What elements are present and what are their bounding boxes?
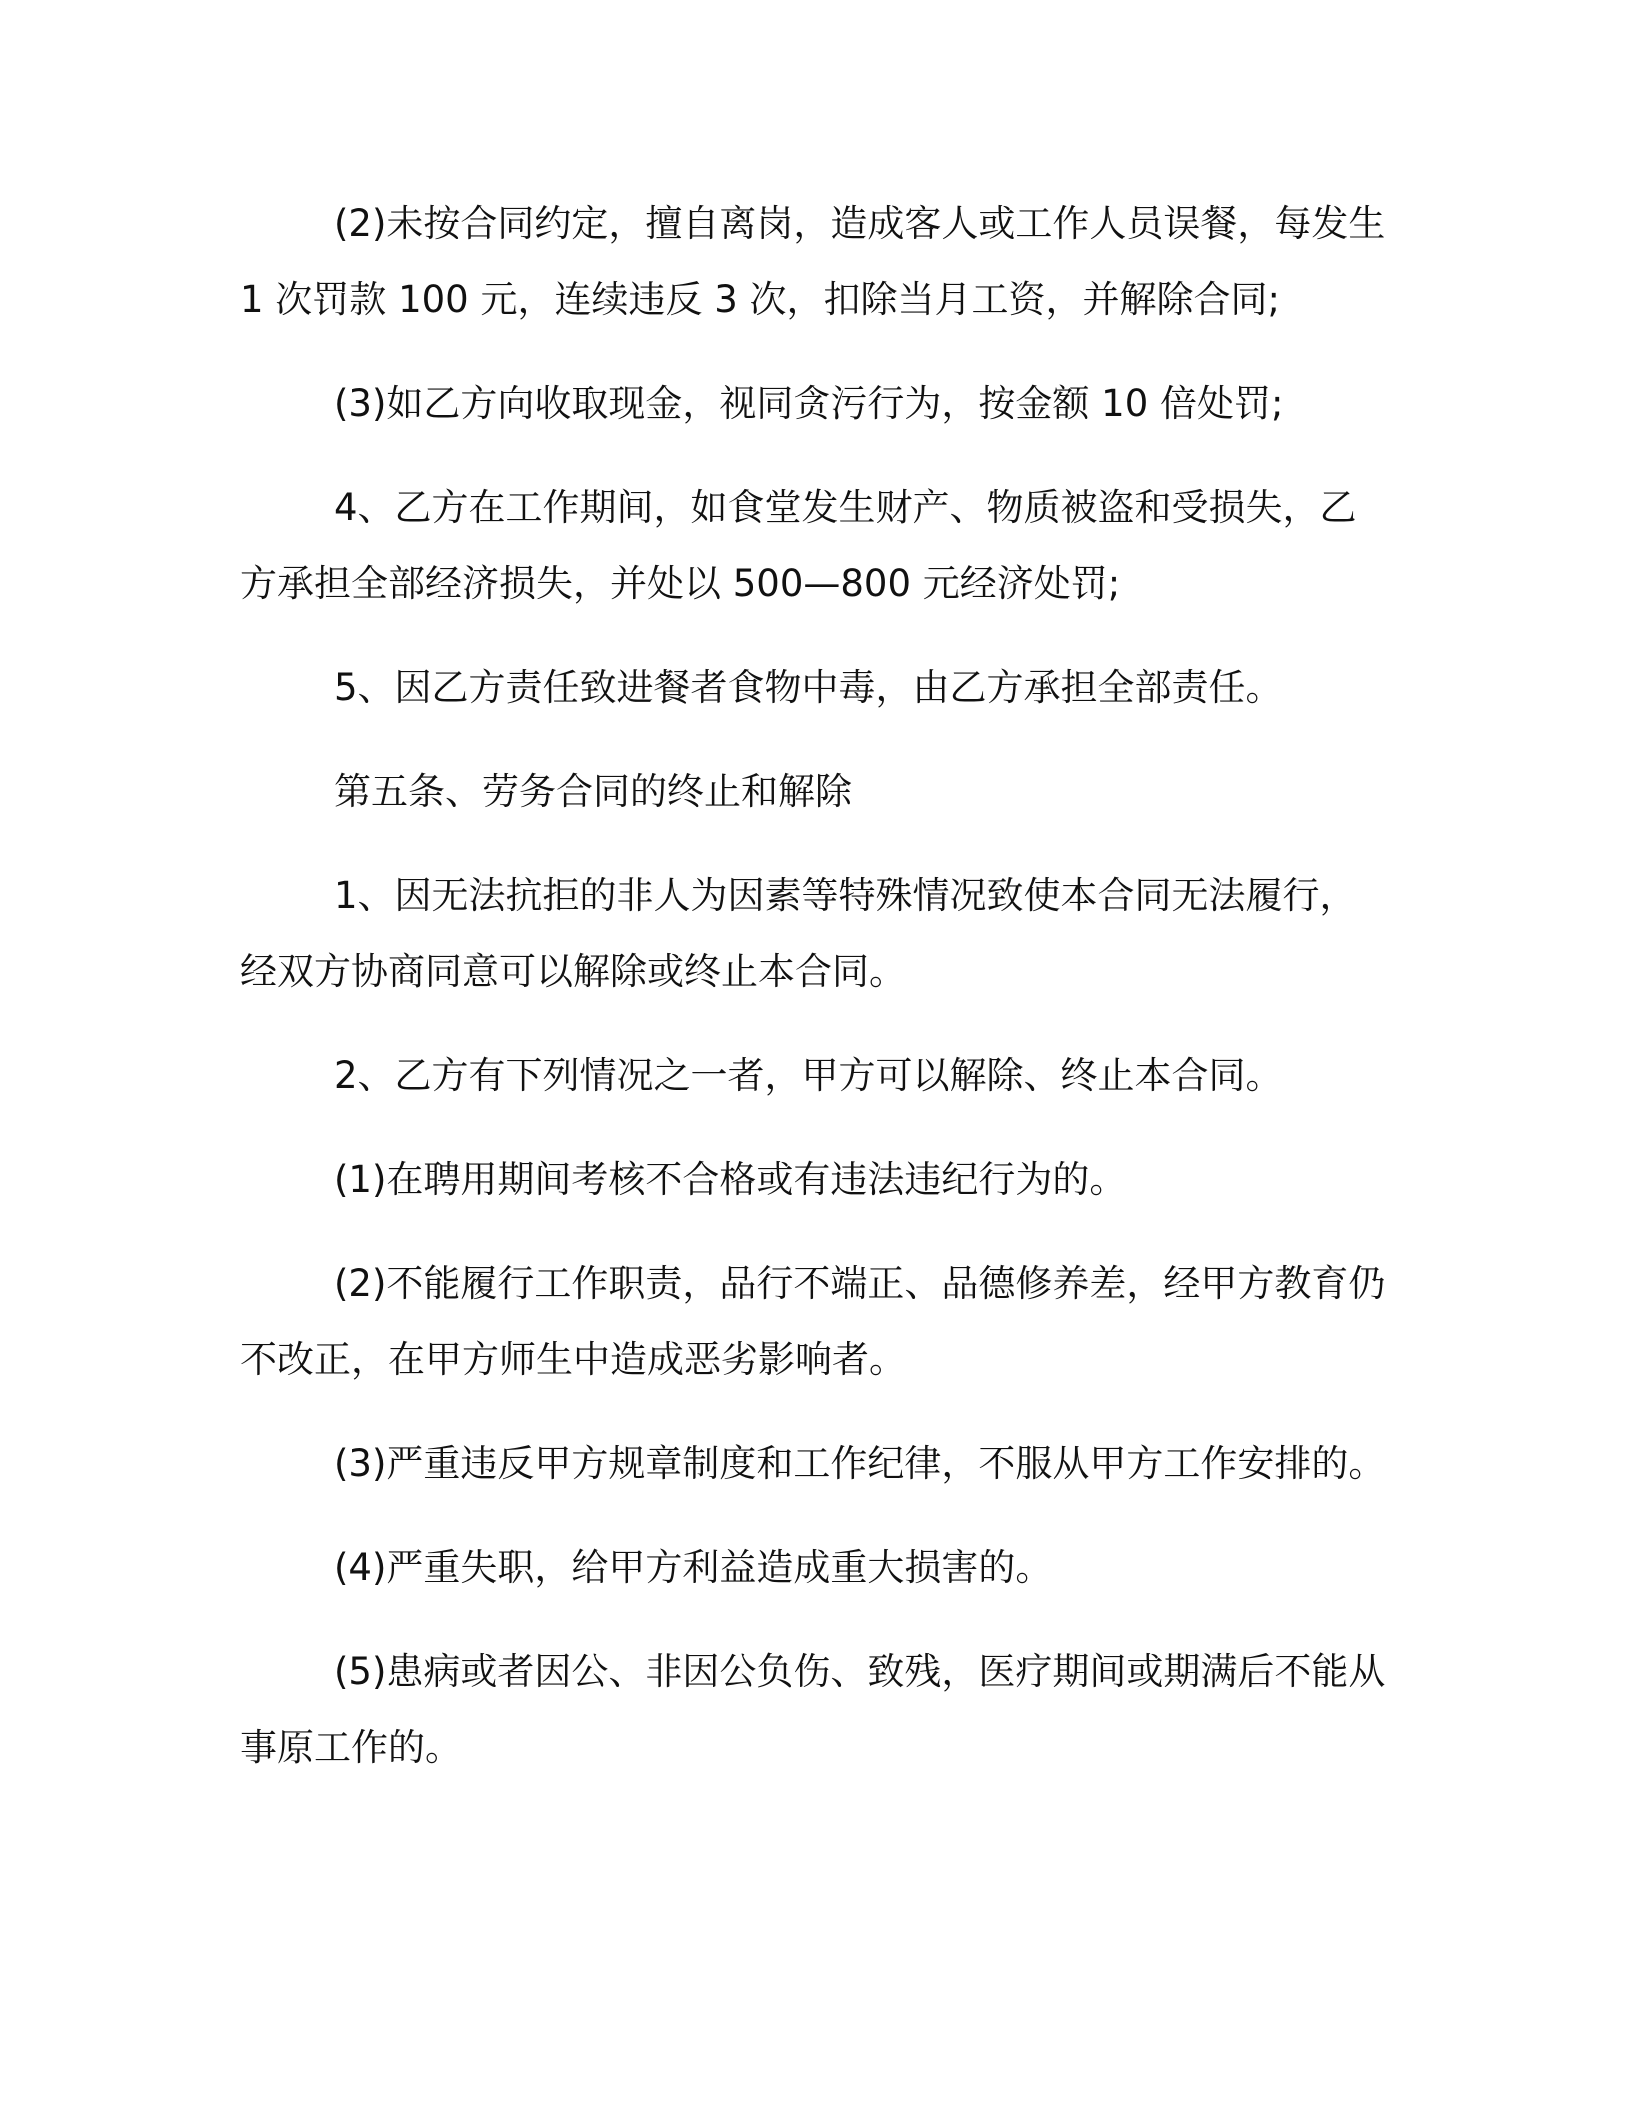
- paragraph-sub-3: (3)严重违反甲方规章制度和工作纪律，不服从甲方工作安排的。: [334, 1442, 1386, 1485]
- document-body: [240, 186, 1390, 1814]
- paragraph-sub-1: (1)在聘用期间考核不合格或有违法违纪行为的。: [334, 1158, 1127, 1201]
- paragraph-termination-1: 1、因无法抗拒的非人为因素等特殊情况致使本合同无法履行，经双方协商同意可以解除或终止本合同。: [240, 874, 1357, 993]
- paragraph-sub-4: (4)严重失职，给甲方利益造成重大损害的。: [334, 1546, 1053, 1589]
- paragraph-clause-3: (3)如乙方向收取现金，视同贪污行为，按金额 10 倍处罚;: [334, 382, 1284, 425]
- paragraph-sub-5: (5)患病或者因公、非因公负伤、致残，医疗期间或期满后不能从事原工作的。: [240, 1650, 1386, 1769]
- paragraph-sub-2: (2)不能履行工作职责，品行不端正、品德修养差，经甲方教育仍不改正，在甲方师生中造成恶劣影响者。: [240, 1262, 1386, 1381]
- paragraph-clause-2: (2)未按合同约定，擅自离岗，造成客人或工作人员误餐，每发生1 次罚款 100 元，连续违反 3 次，扣除当月工资，并解除合同;: [240, 202, 1386, 321]
- section-heading-article-5: 第五条、劳务合同的终止和解除: [334, 770, 852, 813]
- paragraph-termination-2: 2、乙方有下列情况之一者，甲方可以解除、终止本合同。: [334, 1054, 1283, 1097]
- paragraph-item-5: 5、因乙方责任致进餐者食物中毒，由乙方承担全部责任。: [334, 666, 1283, 709]
- paragraph-item-4: 4、乙方在工作期间，如食堂发生财产、物质被盗和受损失，乙方承担全部经济损失，并处以 500—800 元经济处罚;: [240, 486, 1357, 605]
